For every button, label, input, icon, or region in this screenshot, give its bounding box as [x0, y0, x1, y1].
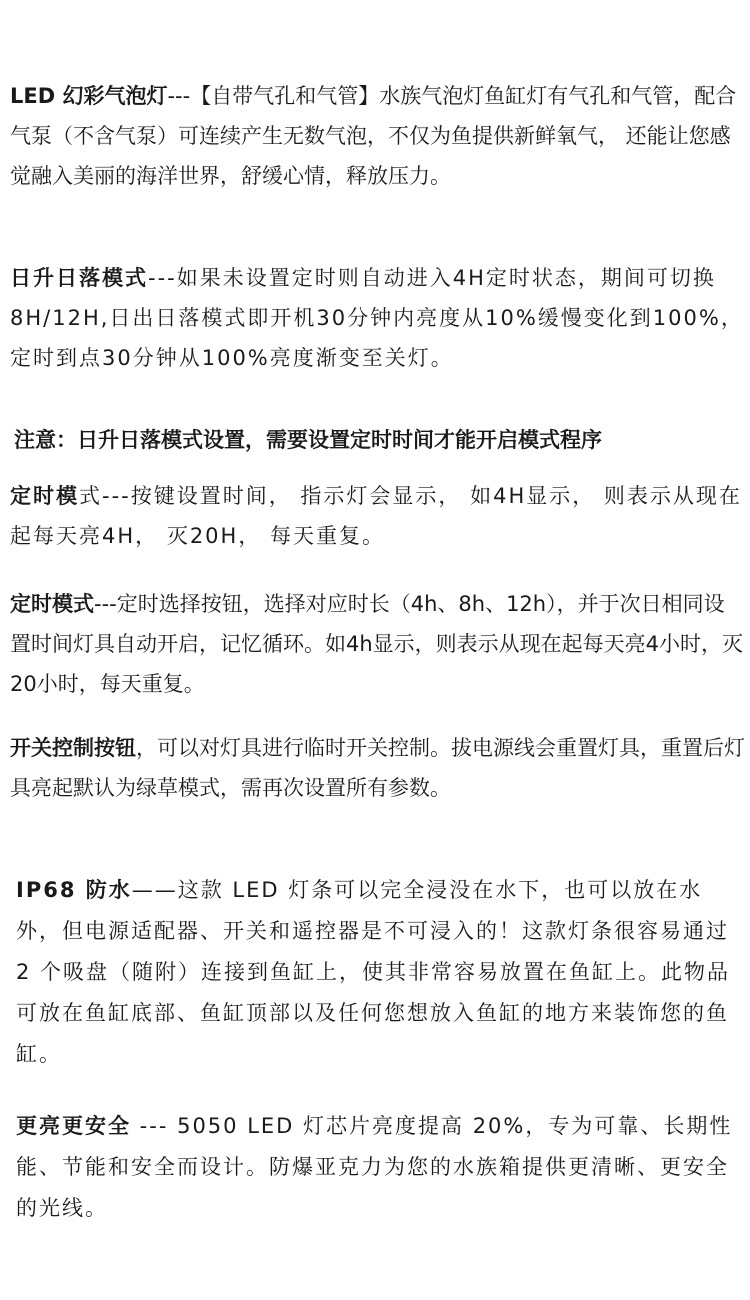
section-body: --- 5050 LED 灯芯片亮度提高 20%，专为可靠、长期性能、节能和安全而设计。防爆亚克力为您的水族箱提供更清晰、更安全的光线。 [16, 1114, 733, 1220]
section-switch-control [10, 728, 745, 808]
section-sunrise-sunset-mode [10, 258, 745, 378]
section-heading: 开关控制按钮 [10, 736, 136, 760]
section-heading: 定时模式 [10, 592, 94, 616]
section-body: ——这款 LED 灯条可以完全浸没在水下，也可以放在水外，但电源适配器、开关和遥控器是不可浸入的！这款灯条很容易通过 2 个吸盘（随附）连接到鱼缸上，使其非常容易放置在鱼缸上。此物品可放在鱼缸底部、鱼缸顶部以及任何您想放入鱼缸的地方来装饰您的鱼缸。 [16, 878, 731, 1066]
section-heading: 日升日落模式 [10, 266, 148, 290]
section-body: ---【自带气孔和气管】水族气泡灯鱼缸灯有气孔和气管，配合气泵（不含气泵）可连续产生无数气泡，不仅为鱼提供新鲜氧气， 还能让您感觉融入美丽的海洋世界，舒缓心情，释放压力。 [10, 84, 737, 188]
section-heading: IP68 防水 [16, 878, 132, 902]
section-heading: 定时模 [10, 484, 79, 508]
section-body: ：日升日落模式设置，需要设置定时时间才能开启模式程序 [56, 428, 602, 452]
section-brighter-safer [16, 1106, 746, 1229]
section-heading: LED 幻彩气泡灯 [10, 84, 168, 108]
section-led-bubble-light [10, 76, 745, 196]
section-note [14, 420, 749, 460]
section-timer-mode-button [10, 584, 745, 704]
section-heading: 更亮更安全 [16, 1114, 131, 1138]
section-ip68-waterproof [16, 870, 746, 1075]
section-body: ，可以对灯具进行临时开关控制。拔电源线会重置灯具，重置后灯具亮起默认为绿草模式，需再次设置所有参数。 [10, 736, 745, 800]
section-heading: 注意 [14, 428, 56, 452]
section-body: ---如果未设置定时则自动进入4H定时状态，期间可切换8H/12H,日出日落模式即开机30分钟内亮度从10%缓慢变化到100%， 定时到点30分钟从100%亮度渐变至关灯。 [10, 266, 744, 370]
section-body: 式---按键设置时间， 指示灯会显示， 如4H显示， 则表示从现在起每天亮4H， 灭20H， 每天重复。 [10, 484, 742, 548]
section-timer-mode-keys [10, 476, 745, 556]
section-body: ---定时选择按钮，选择对应时长（4h、8h、12h），并于次日相同设置时间灯具自动开启，记忆循环。如4h显示，则表示从现在起每天亮4小时，灭20小时，每天重复。 [10, 592, 744, 696]
